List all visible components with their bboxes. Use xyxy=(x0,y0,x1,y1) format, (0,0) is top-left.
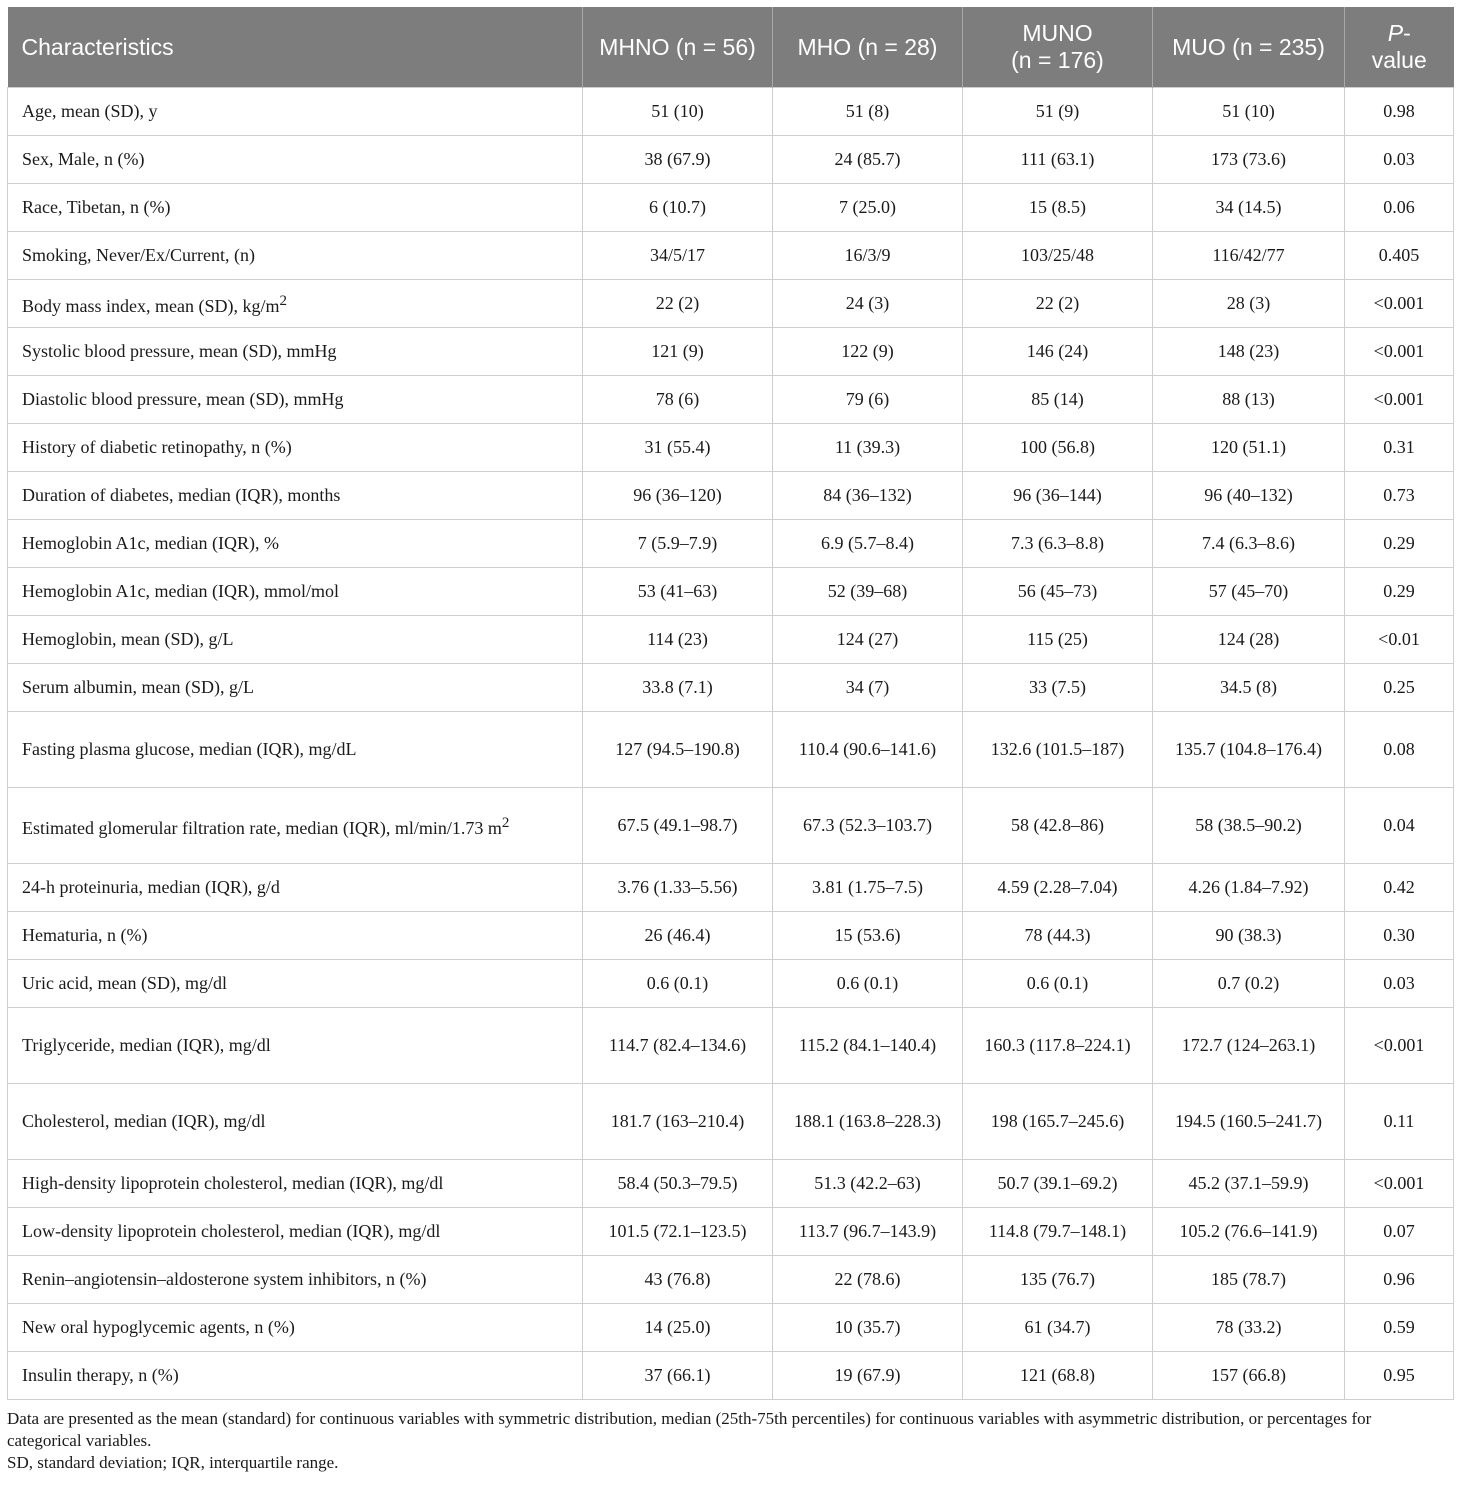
table-row xyxy=(8,88,1454,136)
cell-muo: 34 (14.5) xyxy=(1153,184,1345,232)
row-label-text: Fasting plasma glucose, median (IQR), mg/dL xyxy=(22,739,357,759)
row-label xyxy=(8,184,583,232)
row-label xyxy=(8,136,583,184)
cell-mho: 79 (6) xyxy=(773,376,963,424)
cell-mhno: 3.76 (1.33–5.56) xyxy=(583,864,773,912)
cell-muo: 51 (10) xyxy=(1153,88,1345,136)
cell-mhno: 33.8 (7.1) xyxy=(583,664,773,712)
cell-muno: 33 (7.5) xyxy=(963,664,1153,712)
row-label-superscript: 2 xyxy=(279,292,287,309)
cell-mho: 34 (7) xyxy=(773,664,963,712)
cell-muo: 45.2 (37.1–59.9) xyxy=(1153,1160,1345,1208)
cell-mhno: 51 (10) xyxy=(583,88,773,136)
cell-muno: 114.8 (79.7–148.1) xyxy=(963,1208,1153,1256)
cell-p: 0.07 xyxy=(1345,1208,1454,1256)
cell-mhno: 96 (36–120) xyxy=(583,472,773,520)
cell-muno: 61 (34.7) xyxy=(963,1304,1153,1352)
cell-p: <0.001 xyxy=(1345,1008,1454,1084)
cell-p: 0.25 xyxy=(1345,664,1454,712)
header-muno-line2: (n = 176) xyxy=(1011,47,1104,73)
header-p-word: value xyxy=(1371,47,1427,73)
cell-muno: 22 (2) xyxy=(963,280,1153,328)
table-row xyxy=(8,328,1454,376)
cell-p: 0.405 xyxy=(1345,232,1454,280)
cell-mho: 188.1 (163.8–228.3) xyxy=(773,1084,963,1160)
header-mhno: MHNO (n = 56) xyxy=(583,7,773,88)
table-row xyxy=(8,1208,1454,1256)
cell-mhno: 181.7 (163–210.4) xyxy=(583,1084,773,1160)
cell-muo: 105.2 (76.6–141.9) xyxy=(1153,1208,1345,1256)
cell-mhno: 114.7 (82.4–134.6) xyxy=(583,1008,773,1084)
cell-mho: 15 (53.6) xyxy=(773,912,963,960)
row-label-superscript: 2 xyxy=(501,814,510,831)
header-muno xyxy=(963,7,1153,88)
row-label xyxy=(8,960,583,1008)
cell-mho: 24 (85.7) xyxy=(773,136,963,184)
table-row xyxy=(8,472,1454,520)
cell-muo: 96 (40–132) xyxy=(1153,472,1345,520)
table-row xyxy=(8,864,1454,912)
cell-mho: 124 (27) xyxy=(773,616,963,664)
row-label xyxy=(8,788,583,864)
cell-mho: 0.6 (0.1) xyxy=(773,960,963,1008)
table-header xyxy=(8,7,1454,88)
cell-p: 0.06 xyxy=(1345,184,1454,232)
cell-mhno: 101.5 (72.1–123.5) xyxy=(583,1208,773,1256)
row-label-text: Uric acid, mean (SD), mg/dl xyxy=(22,973,227,993)
row-label xyxy=(8,912,583,960)
row-label-text: Body mass index, mean (SD), kg/m xyxy=(22,295,280,316)
cell-mho: 22 (78.6) xyxy=(773,1256,963,1304)
cell-mho: 113.7 (96.7–143.9) xyxy=(773,1208,963,1256)
row-label xyxy=(8,1208,583,1256)
cell-muno: 103/25/48 xyxy=(963,232,1153,280)
cell-muo: 135.7 (104.8–176.4) xyxy=(1153,712,1345,788)
cell-p: 0.42 xyxy=(1345,864,1454,912)
table-row xyxy=(8,1160,1454,1208)
cell-muno: 58 (42.8–86) xyxy=(963,788,1153,864)
table-row xyxy=(8,232,1454,280)
header-p-letter: P xyxy=(1387,20,1404,46)
row-label xyxy=(8,472,583,520)
cell-mho: 24 (3) xyxy=(773,280,963,328)
cell-muno: 7.3 (6.3–8.8) xyxy=(963,520,1153,568)
cell-muo: 194.5 (160.5–241.7) xyxy=(1153,1084,1345,1160)
cell-mhno: 127 (94.5–190.8) xyxy=(583,712,773,788)
row-label-text: Hemoglobin, mean (SD), g/L xyxy=(22,629,234,649)
cell-muno: 50.7 (39.1–69.2) xyxy=(963,1160,1153,1208)
cell-mhno: 53 (41–63) xyxy=(583,568,773,616)
cell-mho: 52 (39–68) xyxy=(773,568,963,616)
cell-p: <0.01 xyxy=(1345,616,1454,664)
cell-p: 0.29 xyxy=(1345,520,1454,568)
cell-p: 0.95 xyxy=(1345,1352,1454,1400)
cell-muo: 185 (78.7) xyxy=(1153,1256,1345,1304)
cell-muo: 58 (38.5–90.2) xyxy=(1153,788,1345,864)
table-row xyxy=(8,616,1454,664)
row-label-text: Cholesterol, median (IQR), mg/dl xyxy=(22,1111,266,1131)
cell-mho: 10 (35.7) xyxy=(773,1304,963,1352)
row-label xyxy=(8,1304,583,1352)
cell-mho: 115.2 (84.1–140.4) xyxy=(773,1008,963,1084)
row-label xyxy=(8,1256,583,1304)
header-muo: MUO (n = 235) xyxy=(1153,7,1345,88)
header-p-value xyxy=(1345,7,1454,88)
table-row xyxy=(8,424,1454,472)
cell-mhno: 67.5 (49.1–98.7) xyxy=(583,788,773,864)
row-label xyxy=(8,712,583,788)
table-row xyxy=(8,280,1454,328)
row-label-text: Estimated glomerular filtration rate, median (IQR), ml/min/1.73 m xyxy=(22,817,502,838)
cell-muno: 85 (14) xyxy=(963,376,1153,424)
table-row xyxy=(8,1304,1454,1352)
cell-mhno: 26 (46.4) xyxy=(583,912,773,960)
cell-mho: 3.81 (1.75–7.5) xyxy=(773,864,963,912)
row-label xyxy=(8,376,583,424)
cell-muo: 57 (45–70) xyxy=(1153,568,1345,616)
row-label-text: Hemoglobin A1c, median (IQR), mmol/mol xyxy=(22,581,339,601)
cell-p: 0.04 xyxy=(1345,788,1454,864)
cell-mho: 16/3/9 xyxy=(773,232,963,280)
cell-muo: 173 (73.6) xyxy=(1153,136,1345,184)
table-footnotes xyxy=(7,1408,1453,1474)
header-p-dash: - xyxy=(1403,20,1411,46)
cell-mhno: 121 (9) xyxy=(583,328,773,376)
row-label xyxy=(8,568,583,616)
row-label-text: Hematuria, n (%) xyxy=(22,925,148,945)
row-label-text: Race, Tibetan, n (%) xyxy=(22,197,171,217)
cell-p: 0.03 xyxy=(1345,960,1454,1008)
row-label-text: Triglyceride, median (IQR), mg/dl xyxy=(22,1035,271,1055)
cell-muno: 96 (36–144) xyxy=(963,472,1153,520)
cell-mho: 51 (8) xyxy=(773,88,963,136)
cell-muo: 4.26 (1.84–7.92) xyxy=(1153,864,1345,912)
cell-p: <0.001 xyxy=(1345,1160,1454,1208)
table-row xyxy=(8,376,1454,424)
table-row xyxy=(8,788,1454,864)
footnote-abbreviations: SD, standard deviation; IQR, interquartile range. xyxy=(7,1453,339,1472)
cell-muno: 51 (9) xyxy=(963,88,1153,136)
cell-mho: 122 (9) xyxy=(773,328,963,376)
cell-p: 0.59 xyxy=(1345,1304,1454,1352)
cell-muno: 111 (63.1) xyxy=(963,136,1153,184)
cell-mhno: 114 (23) xyxy=(583,616,773,664)
row-label xyxy=(8,1352,583,1400)
row-label xyxy=(8,232,583,280)
table-row xyxy=(8,912,1454,960)
row-label-text: High-density lipoprotein cholesterol, median (IQR), mg/dl xyxy=(22,1173,444,1193)
cell-muo: 157 (66.8) xyxy=(1153,1352,1345,1400)
row-label xyxy=(8,1008,583,1084)
cell-p: 0.30 xyxy=(1345,912,1454,960)
cell-muo: 34.5 (8) xyxy=(1153,664,1345,712)
cell-muo: 0.7 (0.2) xyxy=(1153,960,1345,1008)
cell-muno: 100 (56.8) xyxy=(963,424,1153,472)
cell-muno: 160.3 (117.8–224.1) xyxy=(963,1008,1153,1084)
row-label xyxy=(8,520,583,568)
table-row xyxy=(8,712,1454,788)
cell-muno: 135 (76.7) xyxy=(963,1256,1153,1304)
cell-p: <0.001 xyxy=(1345,376,1454,424)
cell-mhno: 0.6 (0.1) xyxy=(583,960,773,1008)
cell-p: <0.001 xyxy=(1345,328,1454,376)
cell-muno: 78 (44.3) xyxy=(963,912,1153,960)
cell-mho: 110.4 (90.6–141.6) xyxy=(773,712,963,788)
row-label xyxy=(8,864,583,912)
cell-mho: 84 (36–132) xyxy=(773,472,963,520)
cell-mhno: 37 (66.1) xyxy=(583,1352,773,1400)
cell-p: 0.11 xyxy=(1345,1084,1454,1160)
row-label-text: Low-density lipoprotein cholesterol, median (IQR), mg/dl xyxy=(22,1221,441,1241)
row-label-text: Sex, Male, n (%) xyxy=(22,149,145,169)
row-label-text: Hemoglobin A1c, median (IQR), % xyxy=(22,533,279,553)
row-label xyxy=(8,280,583,328)
row-label-text: Insulin therapy, n (%) xyxy=(22,1365,179,1385)
cell-muo: 28 (3) xyxy=(1153,280,1345,328)
row-label-text: Smoking, Never/Ex/Current, (n) xyxy=(22,245,255,265)
cell-muno: 115 (25) xyxy=(963,616,1153,664)
cell-p: <0.001 xyxy=(1345,280,1454,328)
cell-mhno: 38 (67.9) xyxy=(583,136,773,184)
table-row xyxy=(8,960,1454,1008)
table-row xyxy=(8,1256,1454,1304)
row-label xyxy=(8,328,583,376)
row-label-text: 24-h proteinuria, median (IQR), g/d xyxy=(22,877,280,897)
cell-mho: 6.9 (5.7–8.4) xyxy=(773,520,963,568)
cell-mho: 7 (25.0) xyxy=(773,184,963,232)
cell-muno: 146 (24) xyxy=(963,328,1153,376)
table-row xyxy=(8,664,1454,712)
cell-mhno: 31 (55.4) xyxy=(583,424,773,472)
cell-muo: 148 (23) xyxy=(1153,328,1345,376)
cell-muo: 7.4 (6.3–8.6) xyxy=(1153,520,1345,568)
table-row xyxy=(8,520,1454,568)
row-label-text: Renin–angiotensin–aldosterone system inhibitors, n (%) xyxy=(22,1269,427,1289)
cell-mhno: 14 (25.0) xyxy=(583,1304,773,1352)
cell-p: 0.96 xyxy=(1345,1256,1454,1304)
row-label xyxy=(8,616,583,664)
row-label-text: Systolic blood pressure, mean (SD), mmHg xyxy=(22,341,337,361)
table-row xyxy=(8,568,1454,616)
row-label xyxy=(8,1084,583,1160)
cell-muno: 121 (68.8) xyxy=(963,1352,1153,1400)
row-label xyxy=(8,424,583,472)
cell-mhno: 34/5/17 xyxy=(583,232,773,280)
cell-muo: 120 (51.1) xyxy=(1153,424,1345,472)
table-row xyxy=(8,136,1454,184)
cell-muno: 15 (8.5) xyxy=(963,184,1153,232)
cell-p: 0.03 xyxy=(1345,136,1454,184)
cell-mho: 19 (67.9) xyxy=(773,1352,963,1400)
row-label-text: Serum albumin, mean (SD), g/L xyxy=(22,677,254,697)
footnote-data-presentation: Data are presented as the mean (standard) for continuous variables with symmetric distribution, median (25th-75th percentiles) for continuous variables with asymmetric distribution, or percentages for categorical variables. xyxy=(7,1409,1372,1450)
cell-muo: 124 (28) xyxy=(1153,616,1345,664)
header-mho: MHO (n = 28) xyxy=(773,7,963,88)
row-label-text: Age, mean (SD), y xyxy=(22,101,158,121)
characteristics-table xyxy=(7,7,1454,1400)
cell-mhno: 22 (2) xyxy=(583,280,773,328)
cell-mhno: 7 (5.9–7.9) xyxy=(583,520,773,568)
row-label-text: Duration of diabetes, median (IQR), months xyxy=(22,485,341,505)
cell-p: 0.98 xyxy=(1345,88,1454,136)
cell-muo: 116/42/77 xyxy=(1153,232,1345,280)
table-row xyxy=(8,184,1454,232)
table-container xyxy=(7,7,1453,1474)
table-row xyxy=(8,1352,1454,1400)
header-characteristics: Characteristics xyxy=(8,7,583,88)
cell-mhno: 78 (6) xyxy=(583,376,773,424)
cell-muo: 88 (13) xyxy=(1153,376,1345,424)
cell-muo: 90 (38.3) xyxy=(1153,912,1345,960)
row-label xyxy=(8,88,583,136)
row-label-text: Diastolic blood pressure, mean (SD), mmHg xyxy=(22,389,344,409)
cell-mho: 11 (39.3) xyxy=(773,424,963,472)
cell-mhno: 58.4 (50.3–79.5) xyxy=(583,1160,773,1208)
cell-mhno: 43 (76.8) xyxy=(583,1256,773,1304)
table-row xyxy=(8,1008,1454,1084)
header-row xyxy=(8,7,1454,88)
header-muno-line1: MUNO xyxy=(1022,20,1093,46)
cell-muno: 132.6 (101.5–187) xyxy=(963,712,1153,788)
row-label xyxy=(8,1160,583,1208)
cell-muo: 78 (33.2) xyxy=(1153,1304,1345,1352)
table-row xyxy=(8,1084,1454,1160)
cell-muno: 56 (45–73) xyxy=(963,568,1153,616)
cell-p: 0.29 xyxy=(1345,568,1454,616)
row-label-text: History of diabetic retinopathy, n (%) xyxy=(22,437,292,457)
cell-p: 0.08 xyxy=(1345,712,1454,788)
cell-p: 0.31 xyxy=(1345,424,1454,472)
row-label xyxy=(8,664,583,712)
cell-muno: 0.6 (0.1) xyxy=(963,960,1153,1008)
cell-mhno: 6 (10.7) xyxy=(583,184,773,232)
cell-mho: 67.3 (52.3–103.7) xyxy=(773,788,963,864)
cell-muno: 198 (165.7–245.6) xyxy=(963,1084,1153,1160)
cell-muo: 172.7 (124–263.1) xyxy=(1153,1008,1345,1084)
table-body xyxy=(8,88,1454,1400)
row-label-text: New oral hypoglycemic agents, n (%) xyxy=(22,1317,295,1337)
cell-mho: 51.3 (42.2–63) xyxy=(773,1160,963,1208)
cell-muno: 4.59 (2.28–7.04) xyxy=(963,864,1153,912)
cell-p: 0.73 xyxy=(1345,472,1454,520)
